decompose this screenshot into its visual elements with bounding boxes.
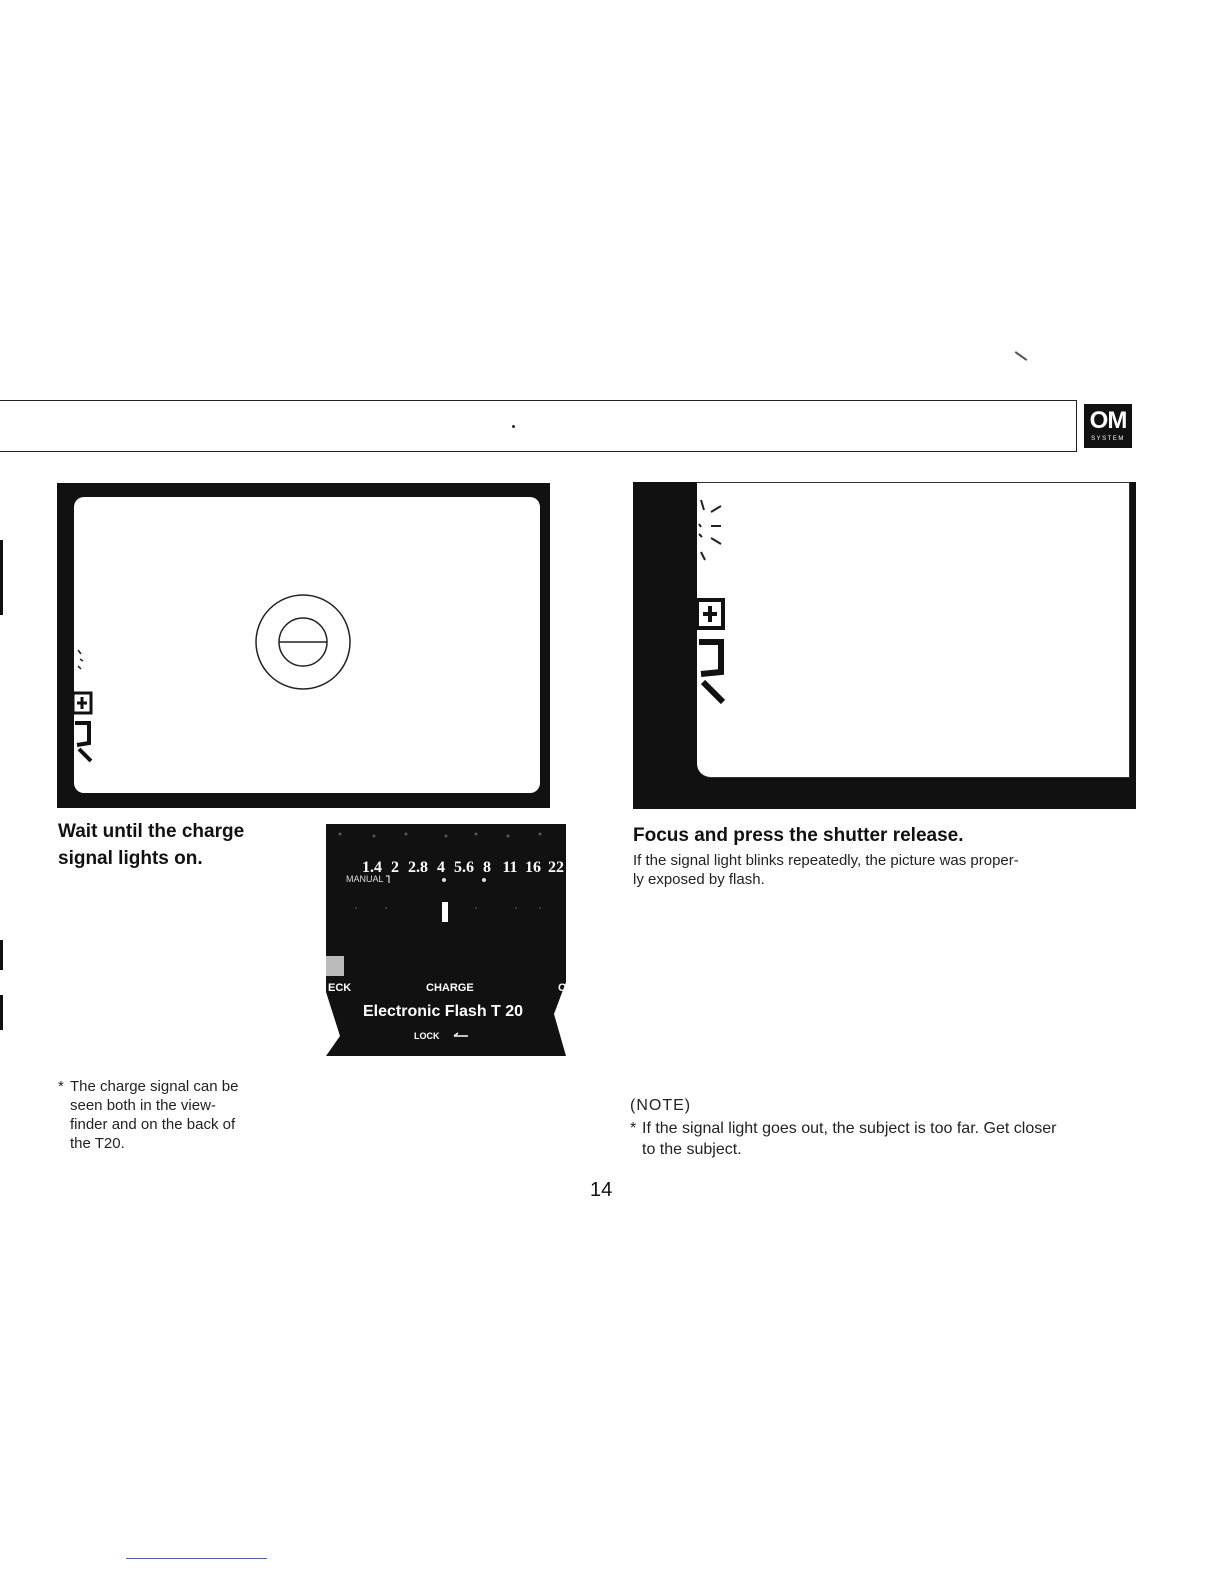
f-number-label: 16 bbox=[525, 859, 541, 876]
viewfinder-left-graphics bbox=[57, 483, 550, 808]
left-footnote bbox=[58, 1077, 298, 1153]
range-indicator bbox=[442, 902, 448, 922]
logo-subtext: SYSTEM bbox=[1091, 436, 1125, 442]
signal-bolt bbox=[699, 642, 721, 674]
blink-mark bbox=[711, 506, 721, 512]
aperture-marker bbox=[482, 878, 486, 882]
charge-label: CHARGE bbox=[426, 982, 474, 994]
check-lamp bbox=[326, 956, 344, 976]
note-marker: * bbox=[630, 1120, 637, 1137]
margin-mark bbox=[0, 540, 3, 615]
flash-panel-graphic bbox=[326, 824, 566, 1060]
right-body-line1: If the signal light blinks repeatedly, the picture was proper- bbox=[633, 852, 1019, 869]
right-body-line2: ly exposed by flash. bbox=[633, 871, 765, 888]
blink-mark bbox=[80, 659, 83, 661]
footnote-line: finder and on the back of bbox=[70, 1116, 236, 1133]
right-heading-text: Focus and press the shutter release. bbox=[633, 825, 964, 846]
right-body bbox=[633, 851, 1153, 889]
footnote-line: seen both in the view- bbox=[70, 1097, 216, 1114]
viewfinder-illustration-left bbox=[57, 483, 550, 808]
logo-text: OM bbox=[1089, 407, 1127, 434]
f-number-label: 4 bbox=[437, 859, 445, 876]
f-number-label: 22 bbox=[548, 859, 564, 876]
f-number-label: 11 bbox=[502, 859, 518, 876]
blink-mark bbox=[701, 552, 705, 560]
blink-mark bbox=[699, 534, 702, 537]
footnote-line: the T20. bbox=[70, 1135, 125, 1152]
footnote-line: The charge signal can be bbox=[70, 1078, 239, 1095]
left-heading bbox=[58, 818, 318, 872]
page-number: 14 bbox=[590, 1179, 613, 1201]
note-label: (NOTE) bbox=[630, 1097, 692, 1114]
aperture-marker bbox=[442, 878, 446, 882]
header-dot bbox=[512, 425, 515, 428]
left-heading-line1: Wait until the charge bbox=[58, 821, 245, 842]
model-label: Electronic Flash T 20 bbox=[363, 1003, 524, 1020]
f-number-label: 2 bbox=[391, 859, 399, 876]
flash-back-panel bbox=[326, 824, 566, 1060]
bottom-rule bbox=[126, 1558, 267, 1559]
right-heading bbox=[633, 822, 1153, 849]
note-text bbox=[630, 1118, 1150, 1160]
f-number-label: 5.6 bbox=[454, 859, 474, 876]
manual-label: MANUAL bbox=[346, 874, 384, 884]
f-number-label: 1.4 bbox=[362, 859, 382, 876]
blink-mark bbox=[701, 500, 704, 510]
blink-mark bbox=[711, 538, 721, 544]
right-edge-label: C bbox=[558, 982, 566, 994]
blink-mark bbox=[78, 650, 81, 654]
left-heading-line2: signal lights on. bbox=[58, 848, 203, 869]
om-system-logo bbox=[1084, 404, 1132, 448]
viewfinder-right-graphics bbox=[633, 482, 1136, 809]
note-line: to the subject. bbox=[642, 1141, 742, 1158]
margin-mark bbox=[0, 995, 3, 1030]
viewfinder-illustration-right bbox=[633, 482, 1136, 809]
f-number-label: 8 bbox=[483, 859, 491, 876]
check-label: ECK bbox=[328, 982, 352, 994]
lock-label: LOCK bbox=[414, 1031, 440, 1041]
stray-mark bbox=[1015, 351, 1028, 361]
blink-mark bbox=[78, 666, 81, 669]
note-line: If the signal light goes out, the subject is too far. Get closer bbox=[642, 1120, 1057, 1137]
margin-mark bbox=[0, 940, 3, 970]
footnote-marker: * bbox=[58, 1078, 64, 1095]
signal-bolt bbox=[75, 723, 89, 745]
header-rule bbox=[0, 400, 1082, 452]
blink-mark bbox=[699, 524, 701, 527]
f-number-label: 2.8 bbox=[408, 859, 428, 876]
